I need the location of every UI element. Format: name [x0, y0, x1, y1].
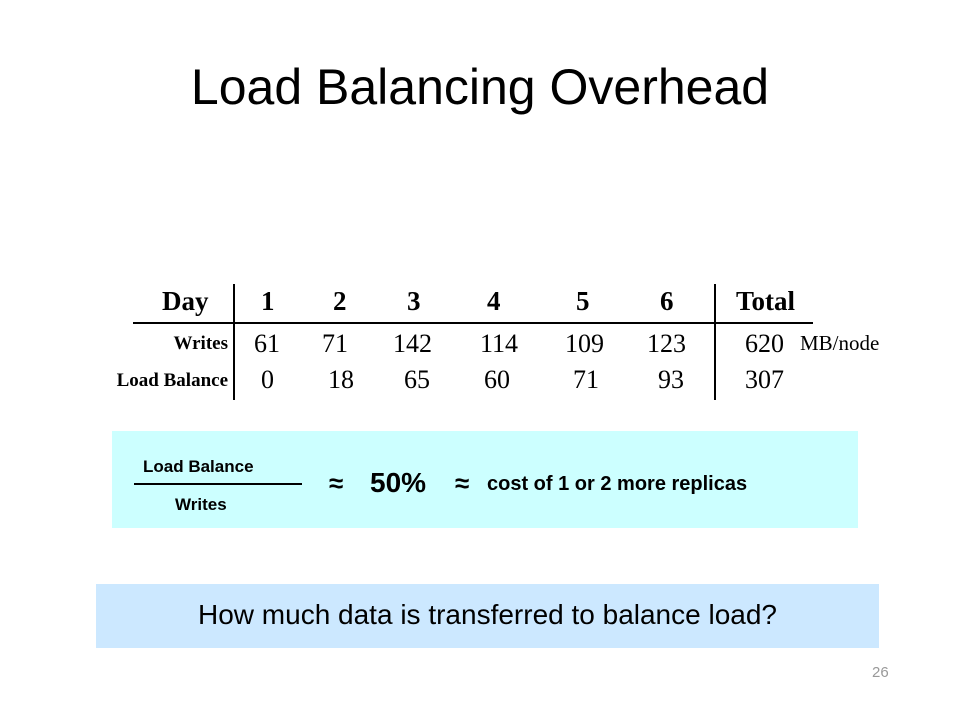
writes-unit: MB/node — [800, 331, 880, 355]
lb-day-3: 65 — [404, 365, 430, 394]
writes-total: 620 — [745, 329, 784, 358]
header-day-6: 6 — [660, 286, 674, 316]
label-divider — [233, 284, 235, 400]
approx-symbol-2: ≈ — [455, 468, 470, 498]
lb-day-2: 18 — [328, 365, 354, 394]
lb-day-5: 71 — [573, 365, 599, 394]
header-day: Day — [162, 286, 209, 316]
fraction-numerator: Load Balance — [143, 457, 254, 476]
writes-day-2: 71 — [322, 329, 348, 358]
slide-title: Load Balancing Overhead — [190, 59, 770, 115]
writes-day-1: 61 — [254, 329, 280, 358]
lb-day-6: 93 — [658, 365, 684, 394]
fraction-bar — [134, 483, 302, 485]
header-day-3: 3 — [407, 286, 421, 316]
page-number: 26 — [872, 664, 889, 681]
header-total: Total — [736, 286, 796, 316]
row-label-load-balance: Load Balance — [116, 370, 228, 391]
header-day-4: 4 — [487, 286, 501, 316]
fraction-denominator: Writes — [175, 495, 227, 514]
question-box — [96, 584, 879, 648]
lb-total: 307 — [745, 365, 784, 394]
question-text: How much data is transferred to balance load? — [198, 599, 777, 630]
header-day-2: 2 — [333, 286, 347, 316]
header-day-5: 5 — [576, 286, 590, 316]
approx-symbol-1: ≈ — [329, 468, 344, 498]
writes-day-5: 109 — [565, 329, 604, 358]
writes-day-3: 142 — [393, 329, 432, 358]
header-day-1: 1 — [261, 286, 275, 316]
writes-day-4: 114 — [480, 329, 519, 358]
header-underline — [133, 322, 813, 324]
cost-text: cost of 1 or 2 more replicas — [487, 473, 748, 495]
lb-day-1: 0 — [261, 365, 274, 394]
percent-value: 50% — [370, 467, 427, 498]
formula-box — [112, 431, 858, 528]
total-divider — [714, 284, 716, 400]
lb-day-4: 60 — [484, 365, 510, 394]
row-label-writes: Writes — [173, 333, 228, 354]
writes-day-6: 123 — [647, 329, 686, 358]
